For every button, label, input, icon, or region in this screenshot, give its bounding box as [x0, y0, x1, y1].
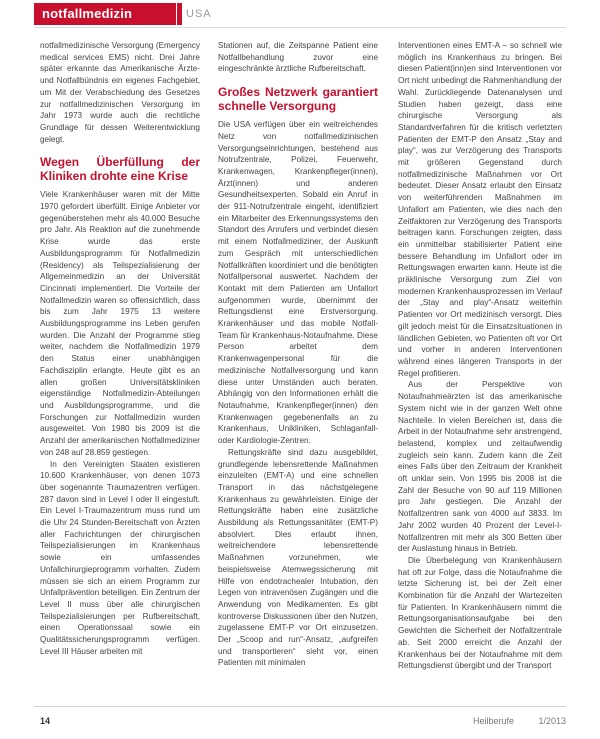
column2-paragraph-1: Stationen auf, die Zeitspanne Patient eine Notfallbehandlung zuvor eine eingeschränkte ärztliche Rufbereitschaft. — [218, 41, 378, 74]
column3-paragraph-1: Interventionen eines EMT-A – so schnell wie möglich ins Krankenhaus zu bringen. Bei diesen Patient(inn)en sind Interventionen vor Ort nicht unbedingt die Rahmenhandlung der Wahl. Zurückliegende Datenanalysen und Studien haben gezeigt, dass eine chirurgische Versorgung als Standardverfahren für die kritisch verletzten Patienten der EMT-P den Ansatz „Stay and play“, was zur Verzögerung des Transports mit größeren Gegenstand durch notfallmedizinische Maßnahmen vor Ort bedeutet. Dieser Ansatz erlaubt den Einsatz von weiterführenden Maßnahmen im Unfallort am Patienten, wie dies nach den Zeitfaktoren zur Verzögerung des Transports beitragen kann. Forschungen zeigten, dass ein unmittelbar stabilisierter Patient eine bessere Behandlung im Unfallort oder im Rettungswagen erwarten kann. Heute ist die präklinische Versorgung zum Ziel von modernen Krankenhausprozessen im Verlauf der „Stay and play“-Ansatz weiterhin Patienten vor Ort medizinisch versorgt. Dies gilt jedoch meist für die Einsatzsituationen in ländlichen Gebieten, wo Patienten oft vor Ort und vorher in anderen Interventionen während eines längeren Transports in der Regel profitieren. — [398, 41, 562, 378]
subsection-label: USA — [186, 8, 212, 20]
page-footer — [34, 706, 566, 728]
magazine-issue: 1/2013 — [538, 716, 566, 726]
column3-paragraph-2: Aus der Perspektive von Notaufnahmeärzten ist das amerikanische System nicht wie in der ganzen Welt ohne Nachteile. In vielen Bereichen ist, dass die Arbeit in der Notaufnahme sehr anstrengend, belastend, komplex und zeitaufwendig zugleich sein kann. Zudem kann die Zeit eines Falls über den Zeitraum der Krankheit oft unklar sein. Von 1995 bis 2008 ist die Zahl der Besuche von 90 auf 119 Millionen pro Jahr gestiegen. Die Anzahl der Notfallzentren sank von 4000 auf 3833. Im Jahr 2002 wurden 40 Prozent der Level-I-Notfallzentren mit mehr als 300 Betten über der Auslastung hinaus in Betrieb. — [398, 380, 562, 554]
column1-paragraph-2: Viele Krankenhäuser waren mit der Mitte 1970 gefordert überfüllt. Einige Anbieter vor gegenüberstehen mehr als 40.000 Besuche pro Jahr. Als Reaktion auf die zunehmende Krise wurde das erste Ausbildungsprogramm für Notfallmedizin (Residency) als Teilspezialisierung der Allgemeinmedizin an der Universität Cincinnati implementiert. Die Vorteile der Notfallmedizin waren so offensichtlich, dass bis zum Jahr 1975 13 weitere Ausbildungsprogramme ins Leben gerufen wurden. Die Anzahl der Programme stieg weiter, nachdem die Notfallmedizin 1979 den Status einer unabhängigen Fachdisziplin erlangte. Heute gibt es an allen großen Universitätskliniken eigenständige Notfallmedizin-Abteilungen und Ausbildungsprogramme, und die Forschungen zur Notfallmedizin wurden ausgeweitet. Von 1980 bis 2009 ist die Anzahl der amerikanischen Notfallmediziner von 248 auf 28.859 gestiegen. — [40, 190, 200, 457]
column3-paragraph-3: Die Überbelegung von Krankenhäusern hat oft zur Folge, dass die Notaufnahme die letzte Sicherung ist, bei der Zeit einer Kombination für die Anzahl der Wartezeiten für Patienten. In Krankenhäusern nimmt die Rettungsorganisationsaufgabe bei den Gewichten die Sicherheit der Notfallzentrale ab. Seit 2000 erreicht die Anzahl der Krankenhaus bei der Notaufnahme mit dem Rettungsdienst übergibt und der Transport — [398, 555, 562, 671]
column1-paragraph-3: In den Vereinigten Staaten existieren 10.600 Krankenhäuser, von denen 1073 über sogenannte Traumazentren verfügen. 287 davon sind in Level I oder II eingestuft. Ein Level I-Traumazentrum muss rund um die Uhr 24 Stunden-Bereitschaft von Ärzten aller Fachrichtungen der chirurgischen Teilspezialisierungen im Krankenhaus sowie ein umfassendes Unfallchirurgieprogramm vorhalten. Zudem müssen sie sich an einem Programm zur Unfallprävention beteiligen. Ein Zentrum der Level II muss über alle chirurgischen Teilspezialisierungen per Rufbereitschaft, einen Operationssaal sowie ein Qualitätssicherungsprogramm verfügen. Level III Häuser arbeiten mit — [40, 459, 200, 656]
article-column-3 — [398, 40, 562, 672]
header-separator — [176, 3, 177, 25]
column1-subheading: Wegen Überfüllung der Kliniken drohte eine Krise — [40, 155, 200, 184]
section-label: notfallmedizin — [34, 3, 182, 25]
column2-paragraph-3: Rettungskräfte sind dazu ausgebildet, grundlegende lebensrettende Maßnahmen einzuleiten (EMT-A) und eine schnellen Transport in das nächstgelegene Krankenhaus zu gewährleisten. Einige der Rettungskräfte haben eine zusätzliche Ausbildung als Rettungssanitäter (EMT-P) absolviert. Dies erlaubt ihnen, weitreichendere lebensrettende Maßnahmen vorzunehmen, wie beispielsweise Atemwegssicherung mit Hilfe von endotrachealer Intubation, den Legen von intravenösen Zugängen und die Anwendung von Medikamenten. Es gibt kontroverse Diskussionen über den Nutzen, zugelassene EMT-P vor Ort einzusetzen. Der „Scoop and run“-Ansatz, „aufgreifen und transportieren“ sieht vor, einen Patienten mit minimalen — [218, 447, 378, 668]
column1-paragraph-1: notfallmedizinische Versorgung (Emergency medical services EMS) nicht. Drei Jahre später erkannte das Amerikanische Ärzte- und Notfallbündnis ein eigenes Fachgebiet, um Mit der Verabschiedung des Gesetzes zur notfallmedizinischen Versorgung im Jahr 1973 wurde auch die rechtliche Grundlage für dessen Weiterentwicklung gelegt. — [40, 41, 200, 144]
column2-paragraph-2: Die USA verfügen über ein weitreichendes Netz von notfallmedizinischen Versorgungseinrichtungen, bestehend aus Notrufzentrale, Polizei, Feuerwehr, Krankenwagen, Krankenpfleger(innen), Ärzt(innen) und anderen Gesundheitsexperten. Sobald ein Anruf in der 911-Notrufzentrale eingeht, identifiziert ein Mitarbeiter des Erkennungssystems den Standort des Anrufers und verbindet diesen mit einem Notfallmediziner, der Auskunft zum Gespräch mit unterschiedlichen Notfallkräften koordiniert und die benötigten Notfallpersonal auswertet. Nachdem der Kontakt mit dem Patienten am Unfallort aufgenommen wurde, übernimmt der Rettungsdienst eine Erstversorgung. Krankenhäuser und das mobile Notfall-Team für Krankenhaus-Notaufnahme. Diese Person arbeitet dem Krankenwagenpersonal für die medizinische Notfallversorgung und kann diese unter Umständen auch beraten. Abhängig von den Informationen erhält die Notaufnahme, Krankenpfleger(innen) den Krankenwagen gegebenenfalls an zu Krankenhaus, Unikliniken, Schlaganfall- oder Kardiologie-Zentren. — [218, 120, 378, 446]
footer-rule — [34, 706, 566, 707]
page-number: 14 — [40, 716, 51, 726]
header-rule — [34, 27, 566, 28]
article-column-1 — [40, 40, 200, 657]
column2-subheading: Großes Netzwerk garantiert schnelle Versorgung — [218, 85, 378, 114]
magazine-title: Heilberufe — [472, 716, 514, 726]
article-column-2 — [218, 40, 378, 669]
page-header — [0, 0, 600, 34]
